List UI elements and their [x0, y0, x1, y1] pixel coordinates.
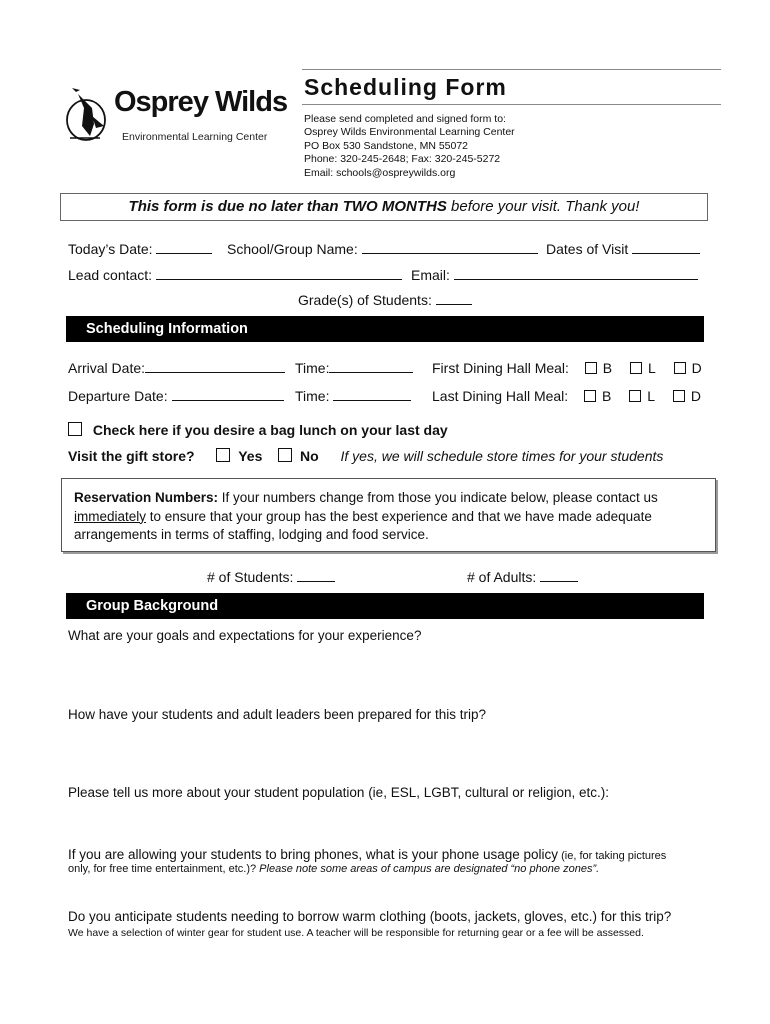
lead-contact-blank[interactable] — [156, 267, 402, 280]
address-line: Please send completed and signed form to: — [304, 113, 506, 125]
last-meal-breakfast-checkbox[interactable] — [584, 390, 596, 402]
email-blank[interactable] — [454, 267, 698, 280]
last-meal-l-label: L — [647, 388, 655, 404]
question-phone-policy-line2 — [68, 863, 599, 875]
last-meal-lunch-checkbox[interactable] — [629, 390, 641, 402]
first-meal-lunch-checkbox[interactable] — [630, 362, 642, 374]
first-meal-label: First Dining Hall Meal: — [432, 360, 569, 376]
first-meal-l-label: L — [647, 360, 656, 376]
question-phone-policy — [68, 847, 666, 862]
question-phone-italic: Please note some areas of campus are designated “no phone zones”. — [259, 863, 600, 875]
email-label: Email: — [411, 267, 450, 283]
first-meal-dinner-checkbox[interactable] — [674, 362, 686, 374]
gift-store-no-checkbox[interactable] — [278, 448, 292, 462]
grades-field[interactable] — [298, 292, 472, 308]
reservation-notice — [61, 478, 716, 552]
arrival-date-label: Arrival Date: — [68, 360, 146, 376]
bag-lunch-label: Check here if you desire a bag lunch on your last day — [92, 422, 448, 438]
bag-lunch-checkbox[interactable] — [68, 422, 82, 436]
question-preparation: How have your students and adult leaders been prepared for this trip? — [68, 707, 487, 722]
todays-date-label: Today’s Date: — [68, 241, 153, 257]
departure-date-label: Departure Date: — [68, 388, 168, 404]
departure-time-blank[interactable] — [333, 388, 411, 401]
adults-count-label: # of Adults: — [467, 569, 537, 585]
dates-of-visit-label: Dates of Visit — [546, 241, 629, 257]
reservation-text-2: to ensure that your group has the best experience and that we have made adequate — [146, 508, 652, 524]
question-phone-line2: only, for free time entertainment, etc.)? — [68, 863, 260, 875]
address-line: Osprey Wilds Environmental Learning Center — [304, 126, 515, 139]
arrival-date-blank[interactable] — [145, 360, 285, 373]
logo — [64, 84, 288, 148]
question-phone-main: If you are allowing your students to bring phones, what is your phone usage policy — [68, 847, 559, 862]
gift-store-label: Visit the gift store? — [68, 448, 195, 464]
last-meal-dinner-checkbox[interactable] — [673, 390, 685, 402]
students-count-blank[interactable] — [297, 569, 335, 582]
osprey-bird-icon — [64, 86, 112, 146]
arrival-time-label: Time: — [295, 360, 330, 376]
section-header-background: Group Background — [66, 593, 704, 619]
question-population: Please tell us more about your student population (ie, ESL, LGBT, cultural or religion, etc.): — [68, 785, 610, 800]
due-notice-rest: before your visit. Thank you! — [446, 198, 640, 215]
dates-of-visit-field[interactable] — [546, 241, 700, 257]
first-meal-breakfast-checkbox[interactable] — [585, 362, 597, 374]
gift-store-note: If yes, we will schedule store times for your students — [340, 448, 664, 464]
bag-lunch-option[interactable] — [68, 422, 448, 438]
departure-date-blank[interactable] — [172, 388, 284, 401]
departure-date-field[interactable] — [68, 388, 284, 404]
question-warm-clothing: Do you anticipate students needing to borrow warm clothing (boots, jackets, gloves, etc.) for this trip? — [68, 909, 672, 924]
school-group-label: School/Group Name: — [227, 241, 358, 257]
first-meal-b-label: B — [602, 360, 613, 376]
todays-date-field[interactable] — [68, 241, 212, 257]
address-line: Phone: 320-245-2648; Fax: 320-245-5272 — [304, 153, 501, 166]
reservation-text-1: If your numbers change from those you indicate below, please contact us — [218, 490, 658, 505]
students-count-field[interactable] — [207, 569, 335, 585]
logo-subtitle: Environmental Learning Center — [122, 131, 268, 143]
due-notice-lead: This form is due no later than TWO MONTHS — [128, 198, 447, 215]
reservation-immediately: immediately — [74, 508, 147, 524]
school-group-field[interactable] — [227, 241, 538, 257]
arrival-date-field[interactable] — [68, 360, 285, 376]
dates-of-visit-blank[interactable] — [632, 241, 700, 254]
mailing-address — [304, 113, 515, 180]
question-warm-clothing-note: We have a selection of winter gear for student use. A teacher will be responsible for returning gear or a fee will be assessed. — [68, 927, 644, 939]
first-meal-field — [432, 360, 716, 376]
logo-name: Osprey Wilds — [114, 86, 288, 118]
question-goals: What are your goals and expectations for your experience? — [68, 628, 422, 643]
email-field[interactable] — [411, 267, 698, 283]
address-line: PO Box 530 Sandstone, MN 55072 — [304, 139, 469, 152]
students-count-label: # of Students: — [207, 569, 294, 585]
title-rule-top — [302, 69, 721, 70]
gift-store-yes-label: Yes — [238, 448, 263, 464]
todays-date-blank[interactable] — [156, 241, 212, 254]
gift-store-no-label: No — [300, 448, 319, 464]
adults-count-blank[interactable] — [540, 569, 578, 582]
address-line: Email: schools@ospreywilds.org — [304, 166, 456, 179]
gift-store-row — [68, 448, 663, 464]
title-rule-bottom — [302, 104, 721, 105]
departure-time-label: Time: — [295, 388, 330, 404]
arrival-time-blank[interactable] — [329, 360, 413, 373]
arrival-time-field[interactable] — [295, 360, 413, 376]
last-meal-label: Last Dining Hall Meal: — [432, 388, 569, 404]
due-notice — [60, 193, 708, 221]
lead-contact-label: Lead contact: — [68, 267, 153, 283]
first-meal-d-label: D — [691, 360, 702, 376]
section-header-scheduling: Scheduling Information — [66, 316, 704, 342]
question-phone-small: (ie, for taking pictures — [558, 850, 667, 862]
last-meal-d-label: D — [690, 388, 701, 404]
lead-contact-field[interactable] — [68, 267, 402, 283]
grades-blank[interactable] — [436, 292, 472, 305]
reservation-text-3: arrangements in terms of staffing, lodging and food service. — [74, 527, 429, 542]
adults-count-field[interactable] — [467, 569, 578, 585]
reservation-label: Reservation Numbers: — [74, 490, 219, 505]
form-title: Scheduling Form — [304, 74, 507, 100]
last-meal-field — [432, 388, 715, 404]
grades-label: Grade(s) of Students: — [298, 292, 432, 308]
last-meal-b-label: B — [601, 388, 612, 404]
departure-time-field[interactable] — [295, 388, 411, 404]
school-group-blank[interactable] — [362, 241, 538, 254]
gift-store-yes-checkbox[interactable] — [216, 448, 230, 462]
